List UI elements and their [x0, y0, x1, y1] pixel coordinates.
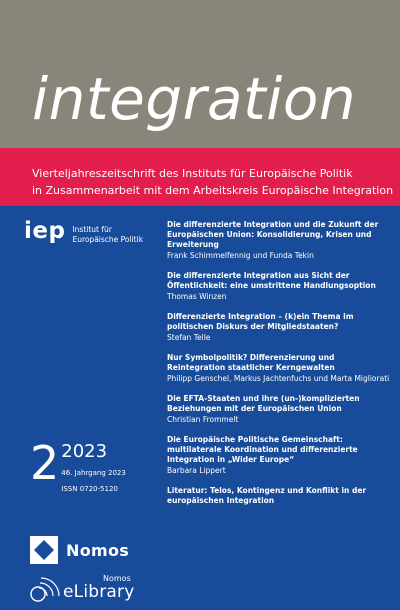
- issue-volume: 46. Jahrgang 2023: [61, 469, 126, 477]
- issue-number: 2: [30, 436, 60, 490]
- article-entry: [167, 220, 393, 261]
- journal-subtitle: [32, 165, 392, 199]
- elibrary-wordmark: eLibrary: [63, 582, 135, 602]
- iep-logo: iep: [24, 218, 66, 244]
- article-entry: [167, 394, 393, 425]
- subtitle-line: in Zusammenarbeit mit dem Arbeitskreis Europäische Integration: [32, 184, 394, 197]
- article-author: Philipp Genschel, Markus Jachtenfuchs und Marta Migliorati: [167, 374, 390, 383]
- article-title: Differenzierte Integration – (k)ein Thema im politischen Diskurs der Mitgliedstaaten?: [167, 312, 354, 331]
- article-entry: [167, 312, 393, 343]
- iep-name-line: Institut für: [72, 225, 112, 234]
- issue-year: 2023: [61, 441, 108, 462]
- article-author: Thomas Winzen: [167, 292, 227, 301]
- elibrary-text: [63, 574, 135, 602]
- iep-name-line: Europäische Politik: [72, 234, 144, 244]
- article-author: Frank Schimmelfennig und Funda Tekin: [167, 251, 314, 260]
- article-entry: [167, 435, 393, 476]
- subtitle-line: Vierteljahreszeitschrift des Instituts für Europäische Politik: [32, 167, 353, 180]
- nomos-diamond-icon: [30, 536, 58, 564]
- article-author: Stefan Telle: [167, 333, 211, 342]
- nomos-wordmark: Nomos: [66, 540, 130, 560]
- elibrary-logo: [30, 574, 135, 602]
- article-title: Die Europäische Politische Gemeinschaft: multilaterale Koordination und differenzierte Integration in „Wider Europe“: [167, 435, 358, 464]
- article-author: Christian Frommelt: [167, 415, 239, 424]
- article-title: Die differenzierte Integration und die Zukunft der Europäischen Union: Konsolidierung, Krisen und Erweiterung: [167, 220, 379, 249]
- elibrary-nomos-label: Nomos: [103, 574, 131, 583]
- issue-details: [61, 441, 126, 495]
- journal-title: integration: [32, 65, 357, 133]
- iep-logo-block: [24, 218, 143, 244]
- article-title: Die EFTA-Staaten und ihre (un-)komplizierten Beziehungen mit der Europäischen Union: [167, 394, 360, 413]
- table-of-contents: [167, 220, 393, 516]
- article-title: Literatur: Telos, Kontingenz und Konflikt in der europäischen Integration: [167, 486, 367, 505]
- article-author: Barbara Lippert: [167, 466, 226, 475]
- issue-block: [30, 438, 126, 495]
- iep-institute-name: [72, 225, 143, 244]
- elibrary-signal-icon: [30, 576, 60, 602]
- article-entry: [167, 486, 393, 506]
- article-title: Die differenzierte Integration aus Sicht der Öffentlichkeit: eine umstrittene Handlungsoption: [167, 271, 376, 290]
- article-title: Nur Symbolpolitik? Differenzierung und Reintegration staatlicher Kerngewalten: [167, 353, 335, 372]
- article-entry: [167, 353, 393, 384]
- issue-issn: ISSN 0720-5120: [61, 485, 118, 493]
- article-entry: [167, 271, 393, 302]
- nomos-logo: [30, 536, 129, 564]
